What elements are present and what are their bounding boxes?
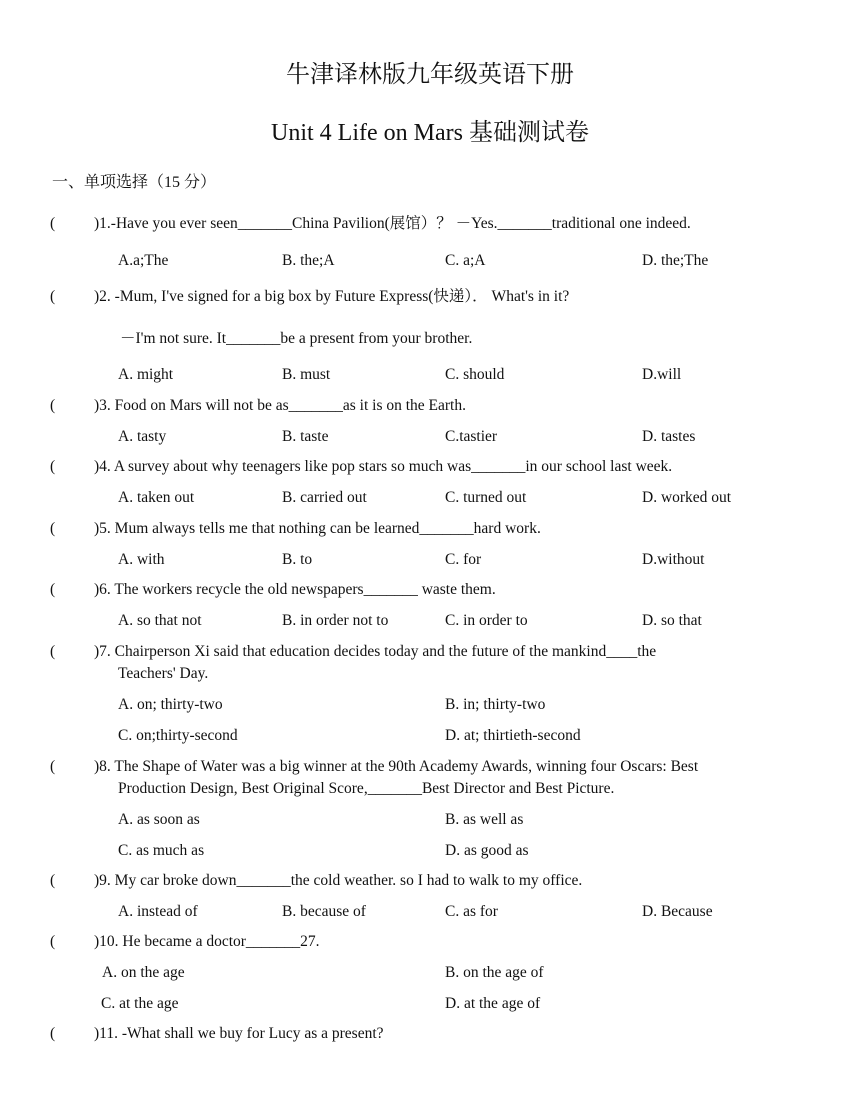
- option-a[interactable]: A. on the age: [102, 964, 185, 981]
- option-b[interactable]: B. in order not to: [282, 612, 389, 629]
- page-subtitle: Unit 4 Life on Mars 基础测试卷: [271, 120, 589, 146]
- option-b[interactable]: B. because of: [282, 903, 366, 920]
- option-d[interactable]: D.will: [642, 366, 682, 383]
- answer-paren-open: (: [50, 458, 56, 475]
- option-c[interactable]: C. turned out: [445, 489, 527, 506]
- option-c[interactable]: C. a;A: [445, 252, 486, 269]
- option-d[interactable]: D. at the age of: [445, 995, 541, 1012]
- option-a[interactable]: A. so that not: [118, 612, 202, 629]
- question-stem: )1.-Have you ever seen_______China Pavilion(展馆）？ －Yes._______traditional one indeed.: [94, 215, 691, 232]
- answer-paren-open: (: [50, 288, 56, 305]
- answer-paren-open: (: [50, 872, 56, 889]
- option-c[interactable]: C. for: [445, 551, 482, 568]
- option-d[interactable]: D. Because: [642, 903, 713, 920]
- answer-paren-open: (: [50, 758, 56, 775]
- question-stem: )5. Mum always tells me that nothing can be learned_______hard work.: [94, 520, 541, 537]
- option-b[interactable]: B. taste: [282, 428, 329, 445]
- answer-paren-open: (: [50, 643, 56, 660]
- question-stem: )3. Food on Mars will not be as_______as it is on the Earth.: [94, 397, 466, 414]
- answer-paren-open: (: [50, 1025, 56, 1042]
- option-b[interactable]: B. the;A: [282, 252, 335, 269]
- option-b[interactable]: B. as well as: [445, 811, 524, 828]
- option-a[interactable]: A. might: [118, 366, 174, 383]
- option-d[interactable]: D. the;The: [642, 252, 709, 269]
- answer-paren-open: (: [50, 215, 56, 232]
- question-stem: )11. -What shall we buy for Lucy as a present?: [94, 1025, 384, 1042]
- option-c[interactable]: C. should: [445, 366, 505, 383]
- question-stem-continued: Teachers' Day.: [118, 665, 209, 682]
- question-stem: )6. The workers recycle the old newspapers_______ waste them.: [94, 581, 496, 598]
- section-heading: 一、单项选择（15 分）: [52, 174, 217, 191]
- option-d[interactable]: D. at; thirtieth-second: [445, 727, 581, 744]
- option-d[interactable]: D. as good as: [445, 842, 529, 859]
- option-c[interactable]: C. as much as: [118, 842, 205, 859]
- option-d[interactable]: D.without: [642, 551, 705, 568]
- option-c[interactable]: C. at the age: [101, 995, 179, 1012]
- option-c[interactable]: C. as for: [445, 903, 498, 920]
- question-stem: )8. The Shape of Water was a big winner at the 90th Academy Awards, winning four Oscars: Best: [94, 758, 699, 775]
- option-b[interactable]: B. carried out: [282, 489, 367, 506]
- question-stem: )9. My car broke down_______the cold weather. so I had to walk to my office.: [94, 872, 583, 889]
- question-stem: )2. -Mum, I've signed for a big box by Future Express(快递）． What's in it?: [94, 288, 570, 305]
- option-a[interactable]: A. with: [118, 551, 165, 568]
- option-b[interactable]: B. in; thirty-two: [445, 696, 546, 713]
- option-c[interactable]: C. on;thirty-second: [118, 727, 238, 744]
- answer-paren-open: (: [50, 581, 56, 598]
- option-c[interactable]: C. in order to: [445, 612, 528, 629]
- option-b[interactable]: B. must: [282, 366, 331, 383]
- option-a[interactable]: A. tasty: [118, 428, 167, 445]
- option-a[interactable]: A. instead of: [118, 903, 198, 920]
- option-a[interactable]: A. taken out: [118, 489, 195, 506]
- option-b[interactable]: B. on the age of: [445, 964, 544, 981]
- option-a[interactable]: A. on; thirty-two: [118, 696, 223, 713]
- option-d[interactable]: D. so that: [642, 612, 702, 629]
- answer-paren-open: (: [50, 397, 56, 414]
- option-a[interactable]: A. as soon as: [118, 811, 200, 828]
- option-d[interactable]: D. worked out: [642, 489, 732, 506]
- question-stem: )7. Chairperson Xi said that education decides today and the future of the mankind____the: [94, 643, 657, 660]
- option-a[interactable]: A.a;The: [118, 252, 169, 269]
- option-c[interactable]: C.tastier: [445, 428, 498, 445]
- answer-paren-open: (: [50, 933, 56, 950]
- option-d[interactable]: D. tastes: [642, 428, 696, 445]
- page-title: 牛津译林版九年级英语下册: [286, 62, 574, 88]
- question-stem: )10. He became a doctor_______27.: [94, 933, 320, 950]
- question-stem-continued: －I'm not sure. It_______be a present from your brother.: [120, 330, 473, 347]
- question-stem-continued: Production Design, Best Original Score,_______Best Director and Best Picture.: [118, 780, 615, 797]
- answer-paren-open: (: [50, 520, 56, 537]
- option-b[interactable]: B. to: [282, 551, 313, 568]
- question-stem: )4. A survey about why teenagers like pop stars so much was_______in our school last week.: [94, 458, 673, 475]
